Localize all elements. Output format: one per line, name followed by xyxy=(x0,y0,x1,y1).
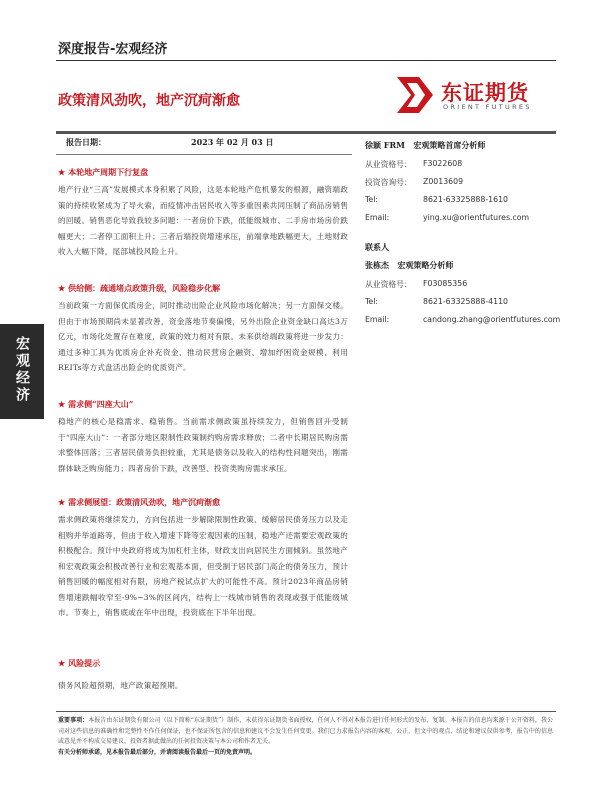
logo-text-cn: 东证期货 xyxy=(441,81,529,105)
section-heading-text: 供给侧：疏通堵点政策升级，风险稳步化解 xyxy=(68,283,221,293)
section-body: 稳地产的核心是稳需求、稳销售。当前需求侧政策虽持续发力，但销售回升受制于“四座大山”：一者部分地区限制性政策制约购房需求释放；二者中长期居民购房需求整体回落；三者居民债务负担较重，尤其是债务以及收入的结构性问题突出，刚需群体缺乏购房能力；四者房价下跌，改善型、投资类购房需求承压。 xyxy=(58,417,348,473)
section-body: 地产行业“三高”发展模式本身积累了风险，这是本轮地产危机暴发的根源，融资端政策的持续收紧成为了导火索，而疫情冲击居民收入等多重因素共同压制了商品房销售的回暖。销售恶化导致我较多问题：一者房价下跌，低能级城市、二手房市场房价跌幅更大；二者停工面积上升；三者后端投资增速承压，前端拿地跌幅更大，土地财政收入大幅下降，尾部城投风险上升。 xyxy=(58,185,348,256)
analyst-info-label: 从业资格号： xyxy=(365,160,412,169)
analyst-name-title xyxy=(365,140,485,151)
star-icon: ★ xyxy=(58,658,66,668)
section-heading xyxy=(58,497,220,508)
disclaimer-text: 本报告由东证期货有限公司（以下简称“东证期货”）制作，未获得东证期货书面授权，任何人不得对本报告进行任何形式的发布、复制。本报告的信息均来源于公开资料，我公司对这些信息的准确性和完整性不作任何保证，也不保证所包含的信息和建议不会发生任何变更。我们已力求报告内容的客观、公正，但文中的观点、结论和建议仅供参考，报告中的信息或意见并不构成交易建议，投资者据此做出的任何投资决策与本公司和作者无关。 xyxy=(58,717,553,745)
disclaimer-bold-tail: 有关分析师承诺，见本报告最后部分，并请阅读报告最后一页的免责声明。 xyxy=(58,748,257,756)
analyst-tel: 8621-63325888-1610 xyxy=(423,195,508,204)
analyst-name: 徐颖 FRM xyxy=(365,140,405,150)
star-icon: ★ xyxy=(58,283,66,293)
section-body: 当前政策一方面保优质房企，同时推动出险企业风险市场化解决；另一方面保交楼。但由于市场预期尚未显著改善，资金落地节奏偏慢，另外出险企业资金缺口高达3万亿元，市场化处置存在难度，政策的效力相对有限。未来供给端政策将进一步发力：通过多种工具为优质房企补充资金、推动民营房企融资、增加纾困资金规模、利用REITs等方式盘活出险企的优质资产。 xyxy=(58,301,348,372)
date-rule xyxy=(56,154,352,155)
star-icon: ★ xyxy=(58,399,66,409)
report-date-value: 2023 年 02 月 03 日 xyxy=(191,137,274,147)
header-rule xyxy=(56,60,556,61)
star-icon: ★ xyxy=(58,167,66,177)
analyst-info-label: Email: xyxy=(365,213,390,222)
analyst-info-label: 投资咨询号： xyxy=(365,178,412,187)
analyst-email-link[interactable]: candong.zhang@orientfutures.com xyxy=(423,315,561,324)
analyst-name-title xyxy=(365,260,453,271)
company-logo xyxy=(395,74,535,116)
analyst-info-label: Tel: xyxy=(365,195,379,204)
section-heading-text: 需求侧“四座大山” xyxy=(68,399,134,409)
section-heading-text: 风险提示 xyxy=(68,658,101,668)
section-heading xyxy=(58,167,148,178)
disclaimer-label: 重要事项： xyxy=(58,717,89,724)
section-heading xyxy=(58,658,100,669)
section-body: 债务风险超预期，地产政策超预期。 xyxy=(58,681,183,690)
report-type: 深度报告-宏观经济 xyxy=(58,42,168,57)
analyst-email-link[interactable]: ying.xu@orientfutures.com xyxy=(423,213,530,222)
disclaimer xyxy=(58,716,553,758)
logo-text-en: ORIENT FUTURES xyxy=(443,103,532,111)
analyst-info-label: Email: xyxy=(365,315,390,324)
side-category-label: 宏观经济 xyxy=(14,336,30,404)
footer-rule xyxy=(56,711,556,712)
analyst-info-value: F03085356 xyxy=(423,279,468,288)
section-body: 需求侧政策将继续发力，方向包括进一步解除限制性政策、缓解居民债务压力以及走租购并举道路等，但由于收入增速下降等宏观因素的压制，稳地产还需要宏观政策的积极配合。预计中央政府将成为加杠杆主体，财政支出向居民生方面倾斜。虽然地产和宏观政策会积极改善行业和宏观基本面，但受制于居民部门高企的债务压力，预计销售回暖的幅度相对有限，房地产税试点扩大的可能性不高。预计2023年商品房销售增速跌幅收窄至-9%~3%的区间内，结构上一线城市销售的表现或强于低能级城市。节奏上，销售底或在年中出现，投资底在下半年出现。 xyxy=(58,515,348,617)
analyst-name: 张栋杰 xyxy=(365,260,389,270)
section-heading xyxy=(58,283,220,294)
report-date-label: 报告日期： xyxy=(66,137,106,147)
analyst-info-value: F3022608 xyxy=(423,159,463,168)
contact-heading: 联系人 xyxy=(365,242,389,252)
title-rule xyxy=(56,131,556,134)
section-heading-text: 本轮地产周期下行复盘 xyxy=(68,167,149,177)
analyst-title: 宏观策略首席分析师 xyxy=(413,140,486,150)
analyst-info-value: Z0013609 xyxy=(423,177,464,186)
analyst-tel: 8621-63325888-4110 xyxy=(423,297,508,306)
analyst-info-label: Tel: xyxy=(365,297,379,306)
side-category-tab xyxy=(0,324,44,419)
star-icon: ★ xyxy=(58,497,66,507)
page-title: 政策清风劲吹，地产沉疴渐愈 xyxy=(58,93,240,109)
analyst-info-label: 从业资格号： xyxy=(365,280,412,289)
logo-mark-icon xyxy=(395,75,435,115)
section-heading-text: 需求侧展望：政策清风劲吹，地产沉疴渐愈 xyxy=(68,497,221,507)
analyst-title: 宏观策略分析师 xyxy=(397,260,454,270)
section-heading xyxy=(58,399,133,410)
